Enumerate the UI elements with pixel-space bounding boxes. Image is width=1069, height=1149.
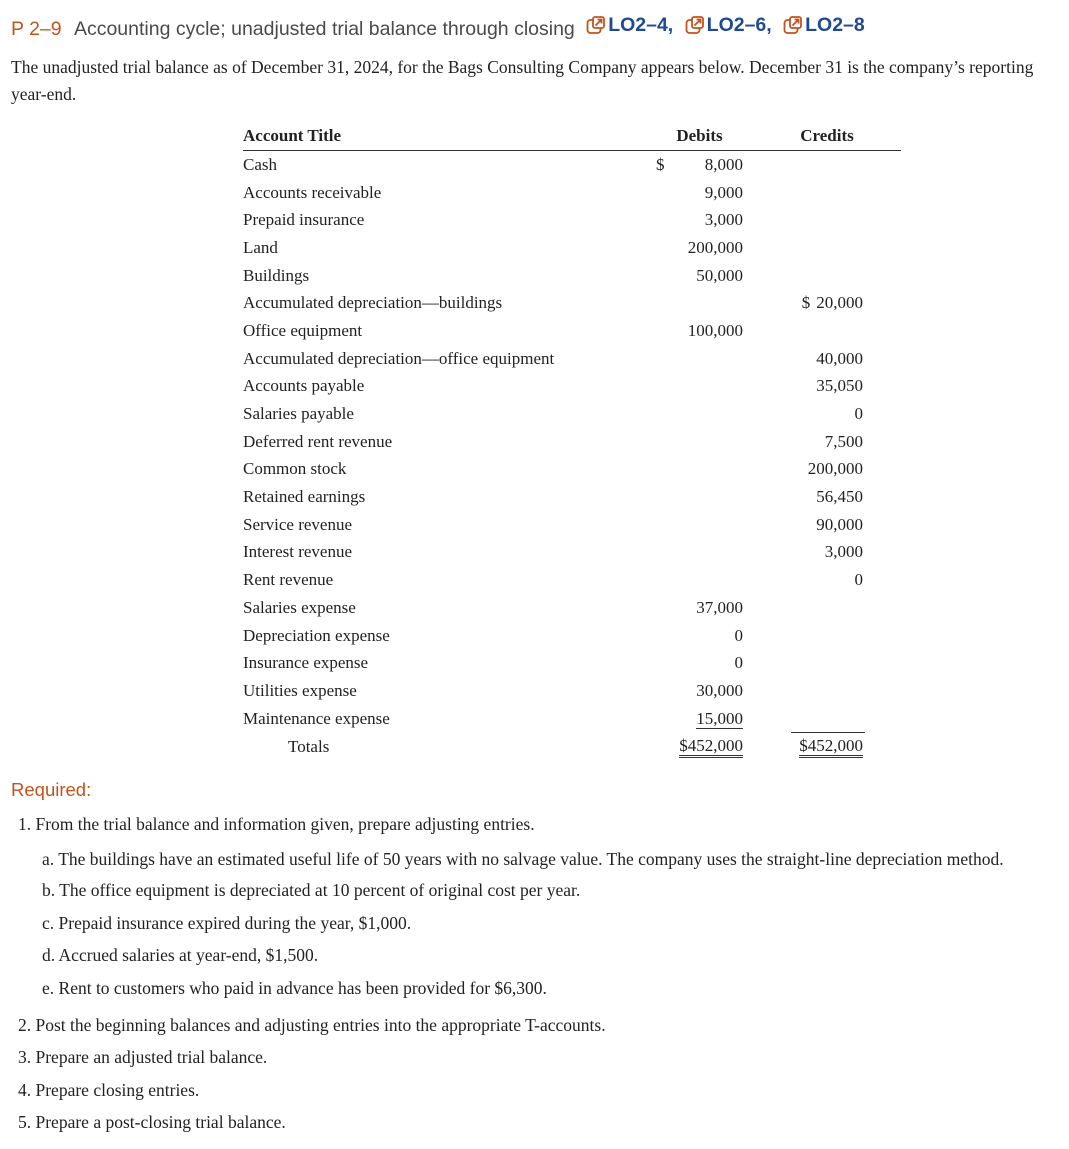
- required-item-2: 2. Post the beginning balances and adjusting entries into the appropriate T-accounts.: [18, 1015, 606, 1035]
- debit-total: $452,000: [679, 736, 743, 758]
- dollar-sign: $: [801, 293, 811, 313]
- credit-cell: 0: [854, 404, 863, 424]
- table-row: [243, 400, 901, 428]
- account-name: Accumulated depreciation—office equipment: [243, 348, 555, 368]
- debit-cell: [656, 400, 755, 428]
- lo-link-3[interactable]: [783, 14, 865, 37]
- debit-cell: [656, 483, 755, 511]
- account-name: Depreciation expense: [243, 625, 390, 645]
- lo-link-2[interactable]: [685, 14, 772, 37]
- account-name: Cash: [243, 154, 277, 174]
- problem-header: [11, 14, 865, 41]
- account-name: Buildings: [243, 265, 310, 285]
- account-name: Common stock: [243, 459, 347, 479]
- required-item-1e: e. Rent to customers who paid in advance has been provided for $6,300.: [42, 978, 547, 998]
- table-row: [243, 151, 901, 179]
- debit-cell: 37,000: [696, 597, 743, 617]
- credit-cell: [791, 705, 865, 733]
- account-name: Accumulated depreciation—buildings: [243, 293, 503, 313]
- debits-header: Debits: [656, 122, 755, 151]
- debit-value: 8,000: [704, 154, 743, 174]
- credit-value: 20,000: [816, 293, 863, 313]
- debit-cell: [656, 151, 755, 179]
- account-name: Land: [243, 237, 278, 257]
- required-item-1c: c. Prepaid insurance expired during the year, $1,000.: [42, 913, 412, 933]
- table-row: [243, 262, 901, 290]
- table-row: [243, 705, 901, 733]
- account-name: Salaries payable: [243, 404, 354, 424]
- required-item-3: 3. Prepare an adjusted trial balance.: [18, 1047, 268, 1067]
- table-row: [243, 289, 901, 317]
- credit-cell: [791, 234, 865, 262]
- table-row: [243, 566, 901, 594]
- table-row: [243, 373, 901, 401]
- credit-cell: [791, 206, 865, 234]
- credit-cell: 40,000: [816, 348, 863, 368]
- debit-cell: [656, 566, 755, 594]
- lo-label-3: LO2–8: [805, 14, 865, 36]
- table-row: [243, 511, 901, 539]
- account-name: Service revenue: [243, 514, 353, 534]
- problem-title: Accounting cycle; unadjusted trial balance through closing: [73, 18, 575, 40]
- account-name: Salaries expense: [243, 597, 356, 617]
- table-row: [243, 456, 901, 484]
- credit-cell: [791, 289, 865, 317]
- learning-objectives: [580, 14, 865, 40]
- account-title-header: Account Title: [243, 122, 656, 151]
- table-row: [243, 179, 901, 207]
- debit-cell: 100,000: [687, 320, 743, 340]
- required-item-1: 1. From the trial balance and information given, prepare adjusting entries.: [18, 814, 535, 834]
- external-link-icon: [783, 16, 802, 35]
- dollar-sign: $: [656, 154, 665, 174]
- account-name: Rent revenue: [243, 570, 334, 590]
- table-header-row: [243, 122, 901, 151]
- table-row: [243, 483, 901, 511]
- account-name: Accounts receivable: [243, 182, 382, 202]
- table-row: [243, 649, 901, 677]
- required-heading: Required:: [11, 779, 92, 800]
- required-item-5: 5. Prepare a post-closing trial balance.: [18, 1112, 286, 1132]
- account-name: Retained earnings: [243, 487, 366, 507]
- required-item-1a: a. The buildings have an estimated useful life of 50 years with no salvage value. The company uses the straight-line depreciation method.: [42, 849, 1004, 869]
- table-row: [243, 539, 901, 567]
- debit-cell: [656, 456, 755, 484]
- debit-cell: 50,000: [696, 265, 743, 285]
- credit-cell: 90,000: [816, 514, 863, 534]
- account-name: Prepaid insurance: [243, 210, 365, 230]
- debit-cell: 0: [734, 653, 743, 673]
- intro-paragraph: The unadjusted trial balance as of December 31, 2024, for the Bags Consulting Company appears below. December 31 is the company’s reporting year-end.: [11, 57, 1034, 104]
- credit-cell: [791, 594, 865, 622]
- debit-cell: [656, 289, 755, 317]
- debit-value: 15,000: [696, 708, 743, 728]
- totals-label: Totals: [288, 737, 330, 757]
- external-link-icon: [586, 16, 605, 35]
- lo-label-2: LO2–6,: [706, 14, 772, 36]
- debit-cell: 3,000: [704, 210, 743, 230]
- account-name: Deferred rent revenue: [243, 431, 393, 451]
- account-name: Office equipment: [243, 320, 363, 340]
- table-row: [243, 594, 901, 622]
- debit-cell: [656, 373, 755, 401]
- credit-cell: 200,000: [807, 459, 863, 479]
- totals-row: [243, 733, 901, 761]
- trial-balance-table: [243, 122, 901, 761]
- table-row: [243, 428, 901, 456]
- lo-link-1[interactable]: [586, 14, 673, 37]
- table-row: [243, 622, 901, 650]
- account-name: Interest revenue: [243, 542, 353, 562]
- table-row: [243, 234, 901, 262]
- account-name: Maintenance expense: [243, 708, 390, 728]
- credit-cell: [791, 622, 865, 650]
- credit-cell: [791, 677, 865, 705]
- table-row: [243, 317, 901, 345]
- external-link-icon: [685, 16, 704, 35]
- debit-cell: 9,000: [704, 182, 743, 202]
- table-row: [243, 206, 901, 234]
- debit-cell: [656, 345, 755, 373]
- credit-cell: [791, 179, 865, 207]
- credit-total: $452,000: [799, 736, 863, 758]
- credit-cell: 56,450: [816, 487, 863, 507]
- credit-cell: [791, 151, 865, 179]
- debit-cell: 0: [734, 625, 743, 645]
- account-name: Utilities expense: [243, 680, 357, 700]
- account-name: Insurance expense: [243, 653, 369, 673]
- problem-number: P 2–9: [11, 18, 62, 40]
- lo-label-1: LO2–4,: [608, 14, 674, 36]
- credit-cell: [791, 317, 865, 345]
- required-item-1d: d. Accrued salaries at year-end, $1,500.: [42, 945, 319, 965]
- credit-cell: 0: [854, 570, 863, 590]
- credit-cell: [791, 262, 865, 290]
- debit-cell: 200,000: [687, 237, 743, 257]
- table-row: [243, 345, 901, 373]
- table-row: [243, 677, 901, 705]
- required-item-1b: b. The office equipment is depreciated at 10 percent of original cost per year.: [42, 880, 581, 900]
- credit-cell: [791, 649, 865, 677]
- account-name: Accounts payable: [243, 376, 365, 396]
- credits-header: Credits: [791, 122, 865, 151]
- debit-cell: 30,000: [696, 680, 743, 700]
- debit-cell: [656, 705, 755, 733]
- credit-cell: 7,500: [824, 431, 863, 451]
- required-item-4: 4. Prepare closing entries.: [18, 1080, 200, 1100]
- debit-cell: [656, 511, 755, 539]
- debit-cell: [656, 539, 755, 567]
- debit-cell: [656, 428, 755, 456]
- credit-cell: 3,000: [824, 542, 863, 562]
- credit-cell: 35,050: [816, 376, 863, 396]
